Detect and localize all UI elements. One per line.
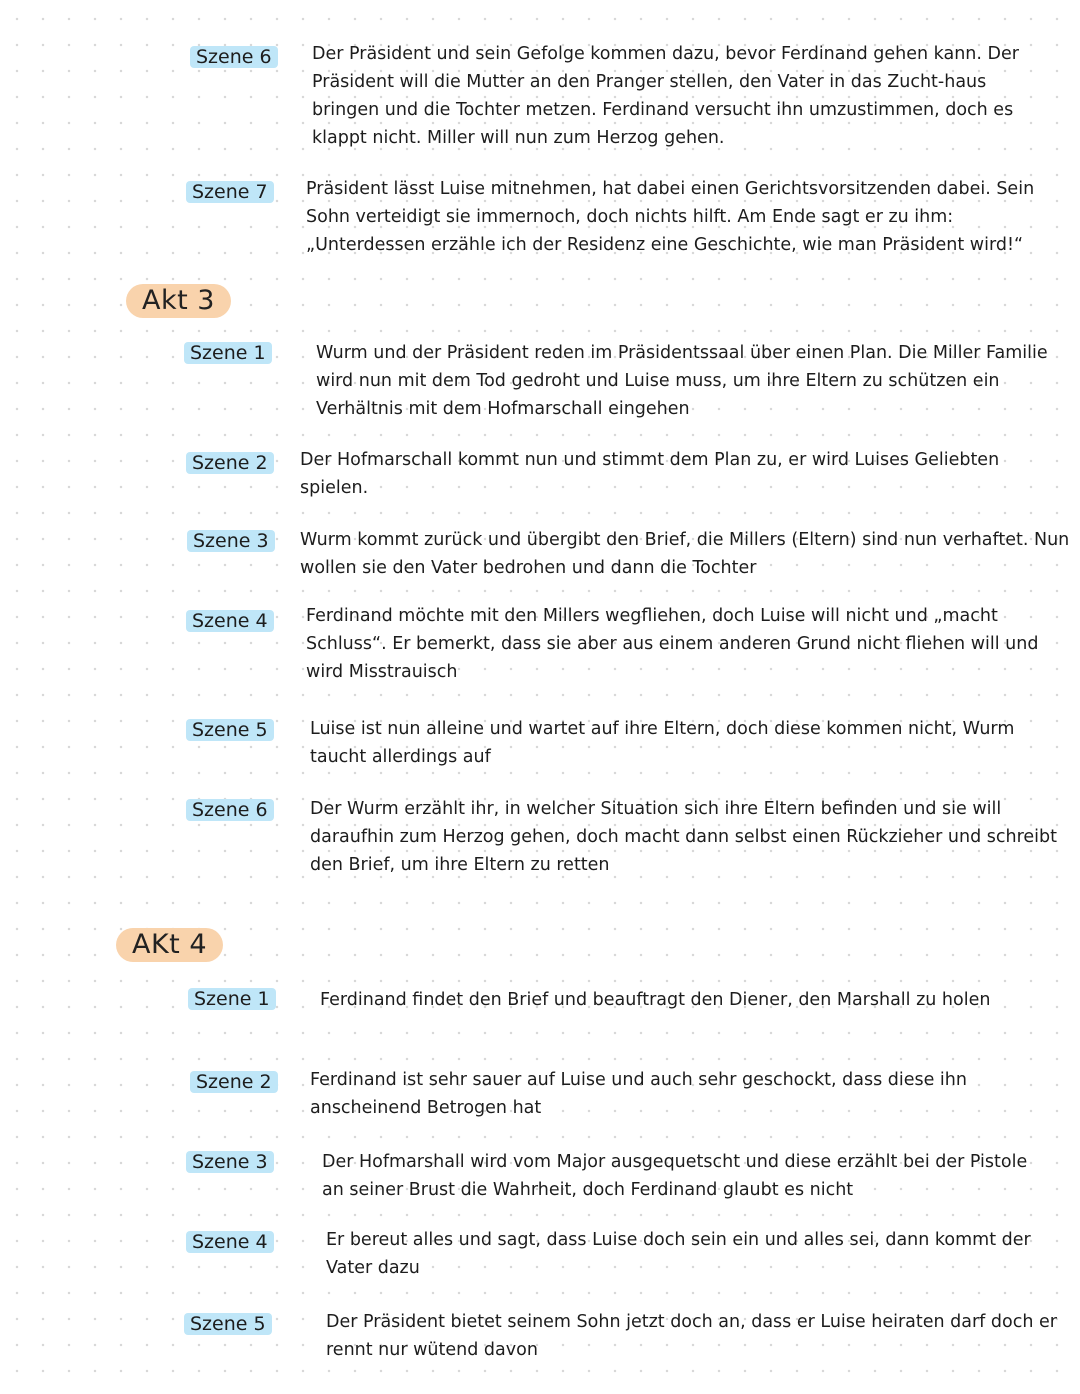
scene-text: Der Präsident bietet seinem Sohn jetzt doch an, dass er Luise heiraten darf doch er rennt nur wütend davon xyxy=(326,1312,1057,1360)
scene-text: Ferdinand findet den Brief und beauftragt den Diener, den Marshall zu holen xyxy=(320,990,991,1010)
scene-text: Präsident lässt Luise mitnehmen, hat dabei einen Gerichtsvorsitzenden dabei. Sein Sohn verteidigt sie immernoch, doch nichts hilft. Am Ende sagt er zu ihm: „Unterdessen erzähle ich der Residenz eine Geschichte, wie man Präsident wird!“ xyxy=(306,179,1035,255)
scene-text: Wurm und der Präsident reden im Präsidentssaal über einen Plan. Die Miller Familie wird nun mit dem Tod gedroht und Luise muss, um ihre Eltern zu schützen ein Verhältnis mit dem Hofmarschall eingehen xyxy=(316,343,1048,419)
scene-text: Ferdinand ist sehr sauer auf Luise und auch sehr geschockt, dass diese ihn anscheinend Betrogen hat xyxy=(310,1070,967,1118)
scene-label: Szene 1 xyxy=(188,988,276,1010)
scene-text: Der Wurm erzählt ihr, in welcher Situation sich ihre Eltern befinden und sie will daraufhin zum Herzog gehen, doch macht dann selbst einen Rückzieher und schreibt den Brief, um ihre Eltern zu retten xyxy=(310,799,1057,875)
scene-label: Szene 6 xyxy=(190,46,278,68)
scene-label: Szene 6 xyxy=(186,799,274,821)
scene-label: Szene 3 xyxy=(187,530,275,552)
scene-text: Der Präsident und sein Gefolge kommen dazu, bevor Ferdinand gehen kann. Der Präsident will die Mutter an den Pranger stellen, den Vater in das Zucht-haus bringen und die Tochter metzen. Ferdinand versucht ihn umzustimmen, doch es klappt nicht. Miller will nun zum Herzog gehen. xyxy=(312,44,1019,148)
scene-text: Er bereut alles und sagt, dass Luise doch sein ein und alles sei, dann kommt der Vater dazu xyxy=(326,1230,1031,1278)
scene-label: Szene 3 xyxy=(186,1151,274,1173)
scene-text: Ferdinand möchte mit den Millers wegfliehen, doch Luise will nicht und „macht Schluss“. Er bemerkt, dass sie aber aus einem anderen Grund nicht fliehen will und wird Misstrauisch xyxy=(306,606,1039,682)
scene-label: Szene 1 xyxy=(184,342,272,364)
scene-label: Szene 5 xyxy=(184,1313,272,1335)
scene-label: Szene 7 xyxy=(186,181,274,203)
act-heading: Akt 3 xyxy=(126,284,231,318)
scene-text: Der Hofmarshall wird vom Major ausgequetscht und diese erzählt bei der Pistole an seiner Brust die Wahrheit, doch Ferdinand glaubt es nicht xyxy=(322,1152,1028,1200)
scene-text: Der Hofmarschall kommt nun und stimmt dem Plan zu, er wird Luises Geliebten spielen. xyxy=(300,450,1000,498)
scene-text: Wurm kommt zurück und übergibt den Brief, die Millers (Eltern) sind nun verhaftet. Nun wollen sie den Vater bedrohen und dann die Tochter xyxy=(300,530,1070,578)
scene-label: Szene 2 xyxy=(186,452,274,474)
scene-label: Szene 4 xyxy=(186,1231,274,1253)
scene-label: Szene 5 xyxy=(186,719,274,741)
scene-label: Szene 2 xyxy=(190,1071,278,1093)
scene-label: Szene 4 xyxy=(186,610,274,632)
act-heading: AKt 4 xyxy=(116,928,223,962)
scene-text: Luise ist nun alleine und wartet auf ihre Eltern, doch diese kommen nicht, Wurm taucht allerdings auf xyxy=(310,719,1015,767)
